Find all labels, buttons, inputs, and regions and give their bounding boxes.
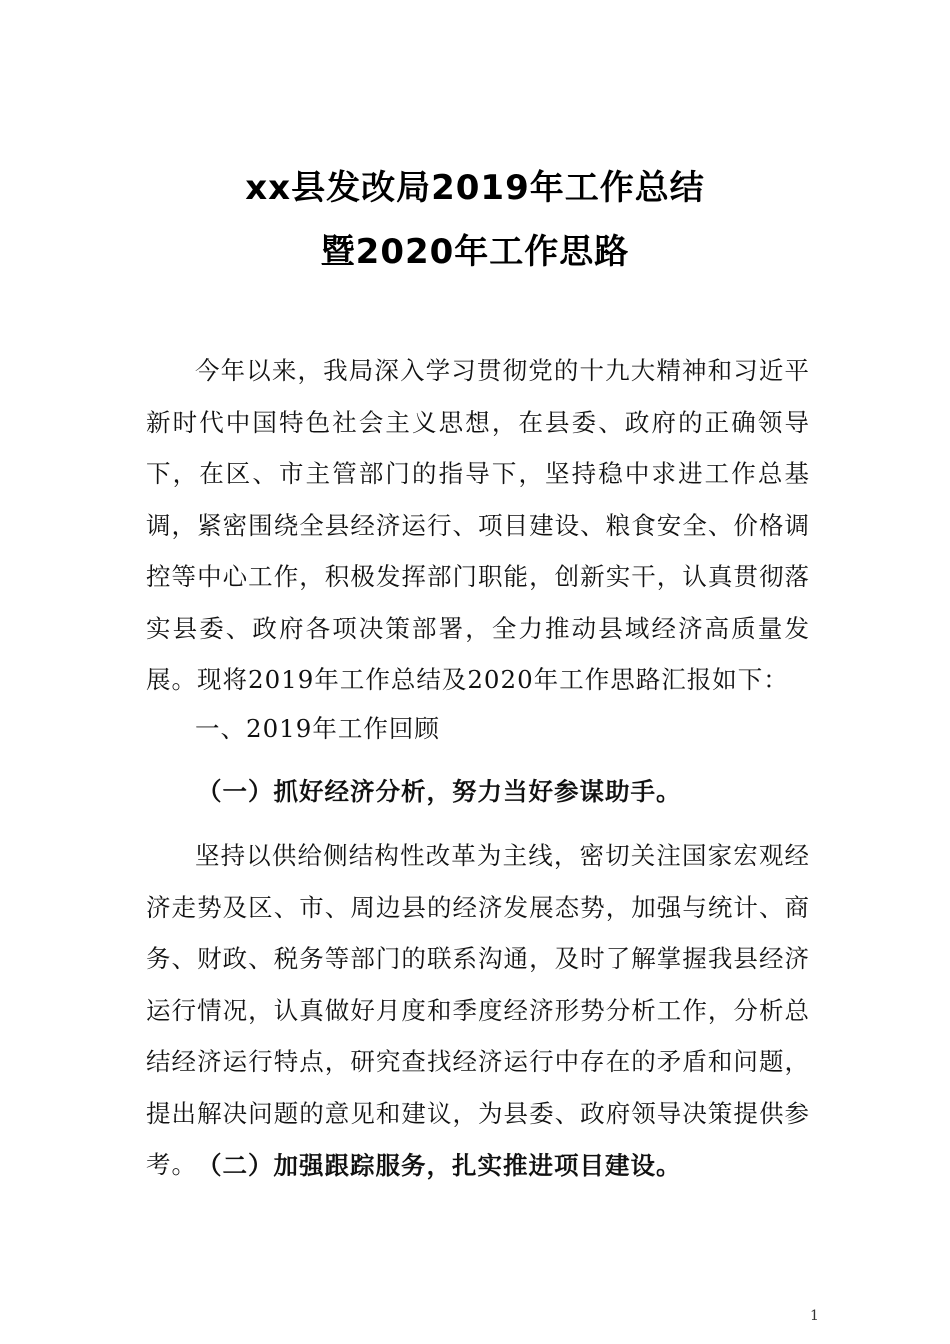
- intro-paragraph: 今年以来，我局深入学习贯彻党的十九大精神和习近平新时代中国特色社会主义思想，在县委、政府的正确领导下，在区、市主管部门的指导下，坚持稳中求进工作总基调，紧密围绕全县经济运行、项目建设、粮食安全、价格调控等中心工作，积极发挥部门职能，创新实干，认真贯彻落实县委、政府各项决策部署，全力推动县域经济高质量发展。现将2019年工作总结及2020年工作思路汇报如下：: [146, 356, 810, 694]
- section-one-heading: 一、2019年工作回顾: [195, 714, 440, 743]
- subsection-one-heading: （一）抓好经济分析，努力当好参谋助手。: [197, 777, 682, 806]
- subsection-one-paragraph: 坚持以供给侧结构性改革为主线，密切关注国家宏观经济走势及区、市、周边县的经济发展态势，加强与统计、商务、财政、税务等部门的联系沟通，及时了解掌握我县经济运行情况，认真做好月度和季度经济形势分析工作，分析总结经济运行特点，研究查找经济运行中存在的矛盾和问题，提出解决问题的意见和建议，为县委、政府领导决策提供参考。: [146, 841, 810, 1179]
- page-number: 1: [810, 1308, 819, 1324]
- document-title-line1: xx县发改局2019年工作总结: [245, 168, 705, 208]
- subsection-two-heading: （二）加强跟踪服务，扎实推进项目建设。: [197, 1151, 682, 1180]
- document-title-line2: 暨2020年工作思路: [320, 232, 630, 272]
